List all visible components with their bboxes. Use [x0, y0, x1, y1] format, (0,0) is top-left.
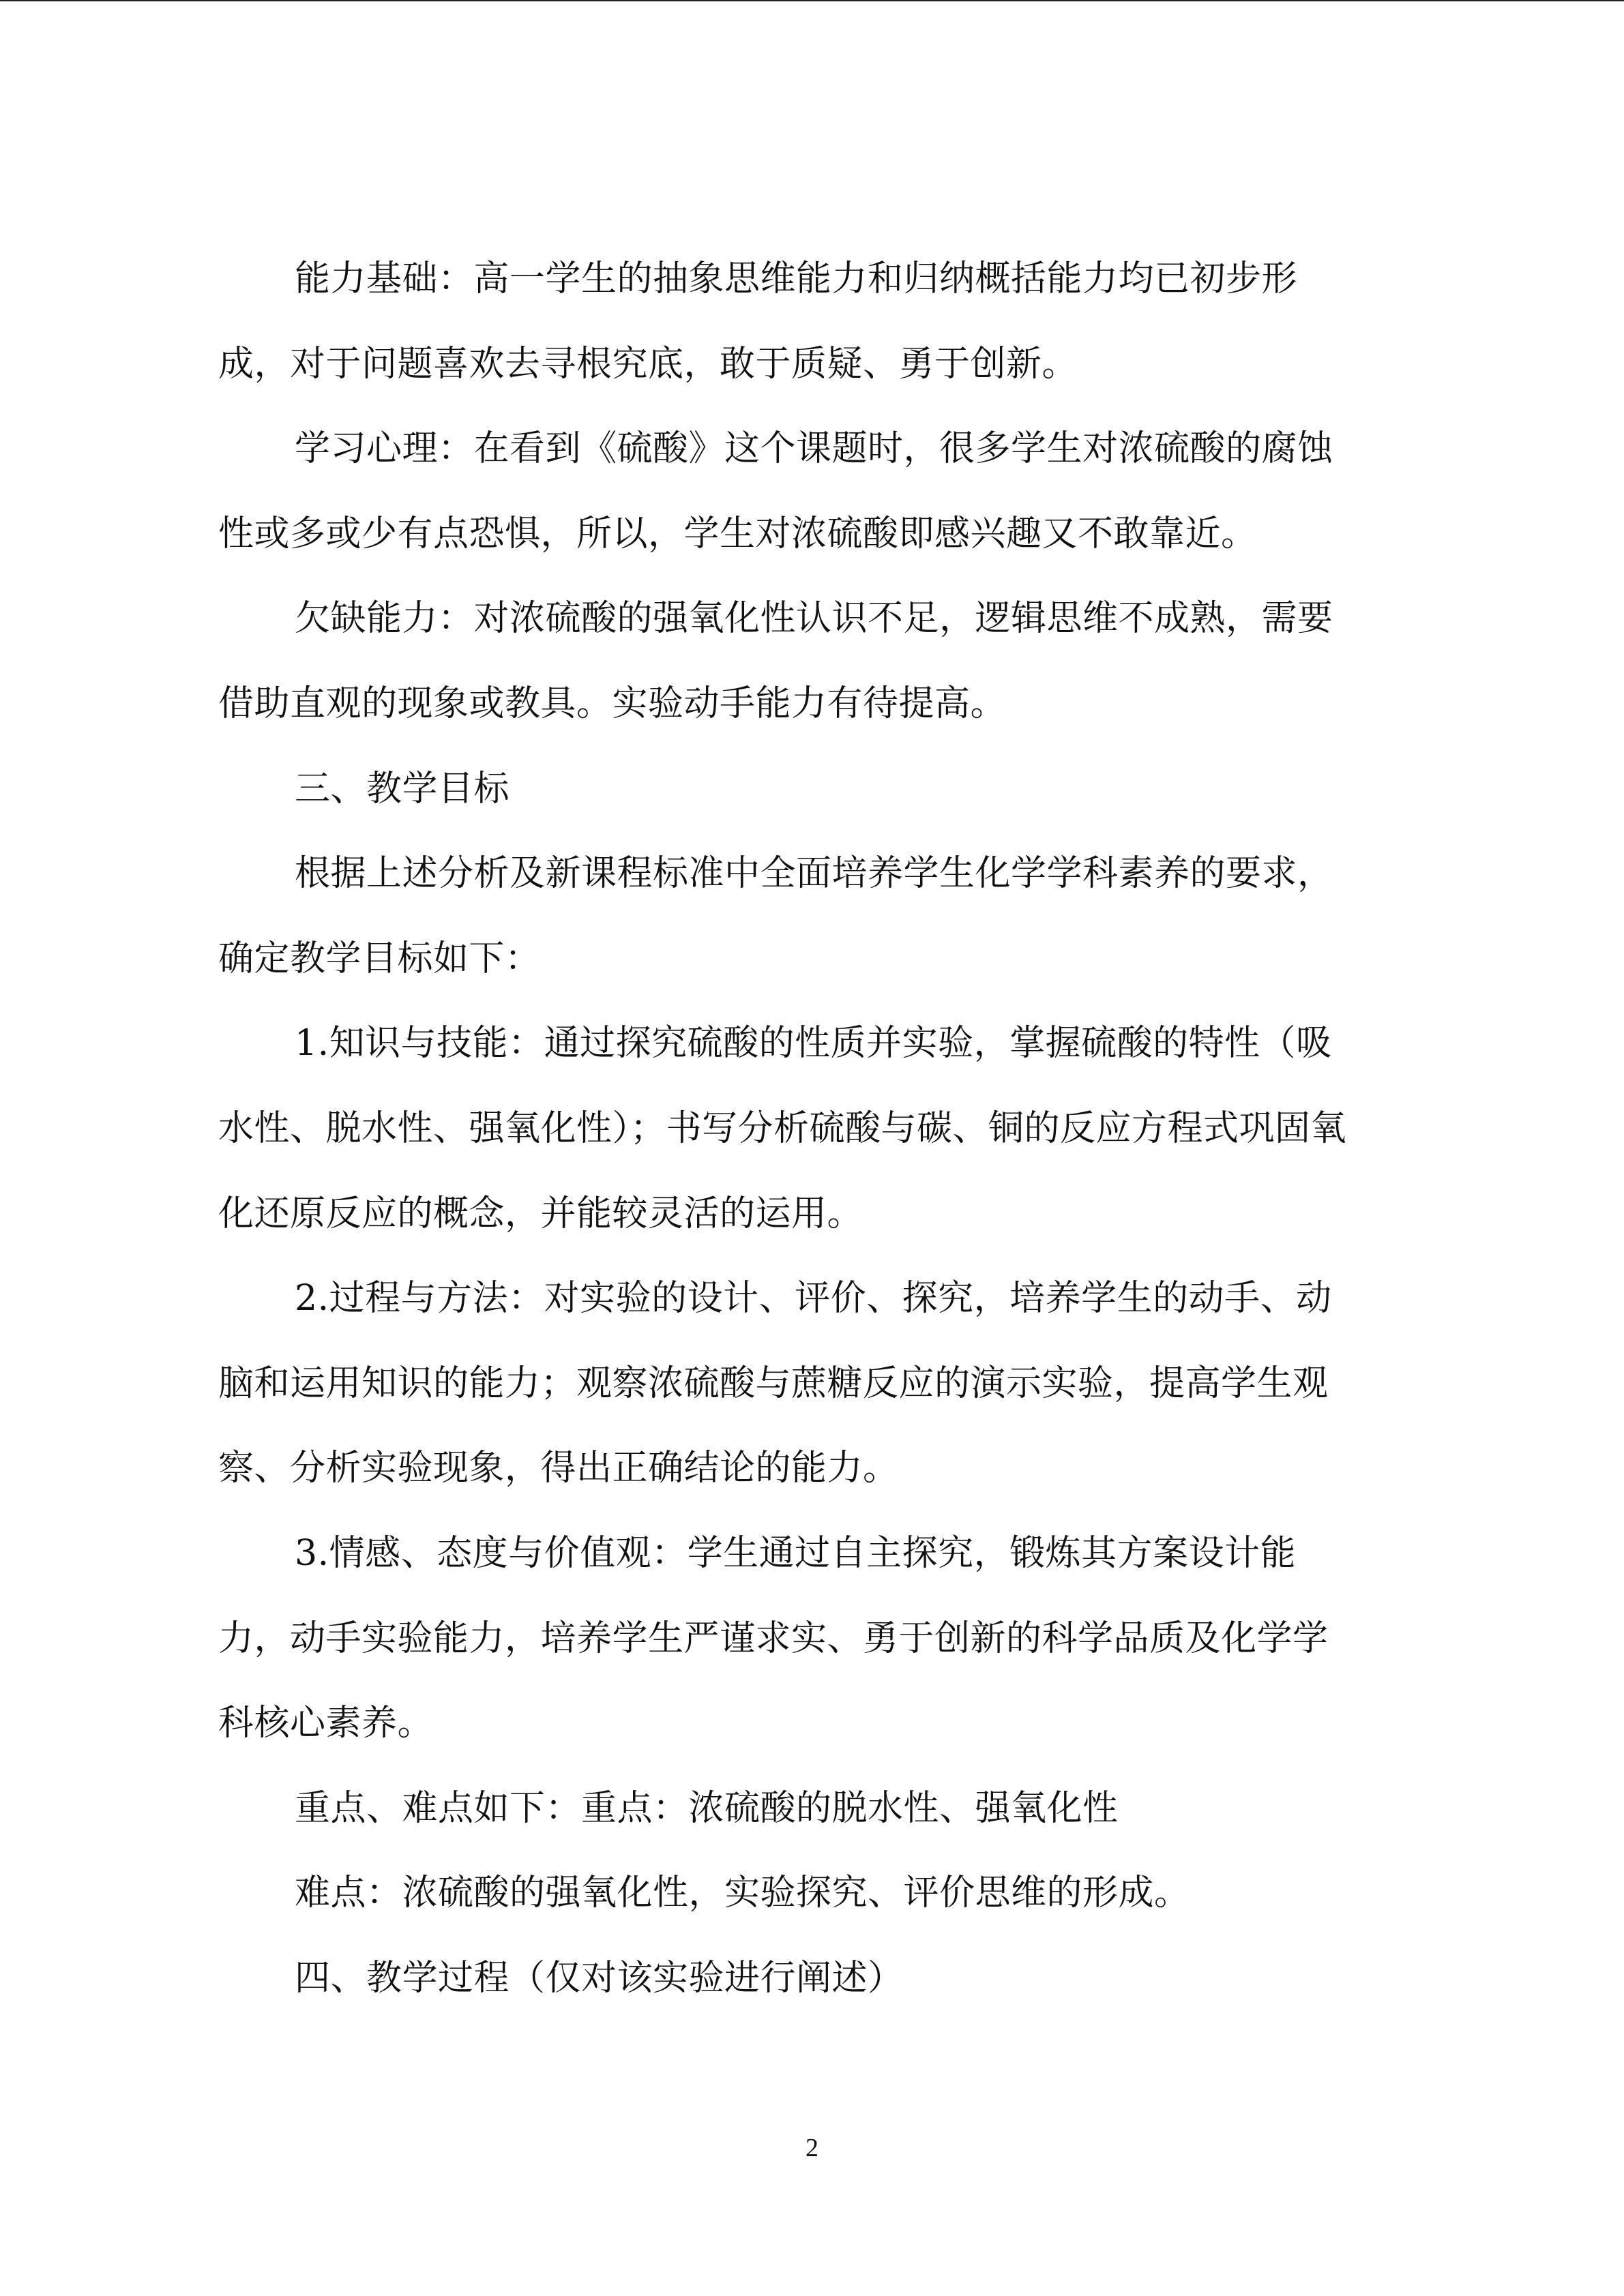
paragraph-line: 水性、脱水性、强氧化性）；书写分析硫酸与碳、铜的反应方程式巩固氧: [218, 1107, 1347, 1149]
document-body: [218, 248, 1419, 2032]
paragraph-line: 借助直观的现象或教具。实验动手能力有待提高。: [218, 683, 1007, 724]
paragraph-line: 根据上述分析及新课程标准中全面培养学生化学学科素养的要求，: [295, 853, 1333, 895]
paragraph-line: 2.过程与方法：对实验的设计、评价、探究，培养学生的动手、动: [295, 1278, 1332, 1320]
section-heading: 四、教学过程（仅对该实验进行阐述）: [295, 1957, 904, 1999]
paragraph-line: 重点、难点如下：重点：浓硫酸的脱水性、强氧化性: [295, 1787, 1119, 1829]
paragraph-line: 察、分析实验现象，得出正确结论的能力。: [218, 1448, 899, 1489]
paragraph-line: 化还原反应的概念，并能较灵活的运用。: [218, 1193, 863, 1234]
paragraph-line: 脑和运用知识的能力；观察浓硫酸与蔗糖反应的演示实验，提高学生观: [218, 1362, 1329, 1404]
paragraph-line: 成，对于问题喜欢去寻根究底，敢于质疑、勇于创新。: [218, 343, 1078, 385]
paragraph-line: 欠缺能力：对浓硫酸的强氧化性认识不足，逻辑思维不成熟，需要: [295, 598, 1333, 640]
paragraph-line: 力，动手实验能力，培养学生严谨求实、勇于创新的科学品质及化学学: [218, 1617, 1329, 1659]
paragraph-line: 性或多或少有点恐惧，所以，学生对浓硫酸即感兴趣又不敢靠近。: [218, 513, 1257, 554]
paragraph-line: 1.知识与技能：通过探究硫酸的性质并实验，掌握硫酸的特性（吸: [295, 1023, 1332, 1064]
section-heading: 三、教学目标: [295, 768, 510, 809]
page-top-border: [0, 0, 1624, 1]
paragraph-line: 能力基础：高一学生的抽象思维能力和归纳概括能力均已初步形: [295, 258, 1298, 299]
paragraph-line: 难点：浓硫酸的强氧化性，实验探究、评价思维的形成。: [295, 1873, 1190, 1914]
paragraph-line: 学习心理：在看到《硫酸》这个课题时，很多学生对浓硫酸的腐蚀: [295, 428, 1333, 470]
paragraph-line: 确定教学目标如下：: [218, 938, 541, 979]
paragraph-line: 3.情感、态度与价值观：学生通过自主探究，锻炼其方案设计能: [295, 1532, 1297, 1574]
paragraph-line: 科核心素养。: [218, 1703, 434, 1744]
page-number: 2: [806, 2134, 818, 2162]
